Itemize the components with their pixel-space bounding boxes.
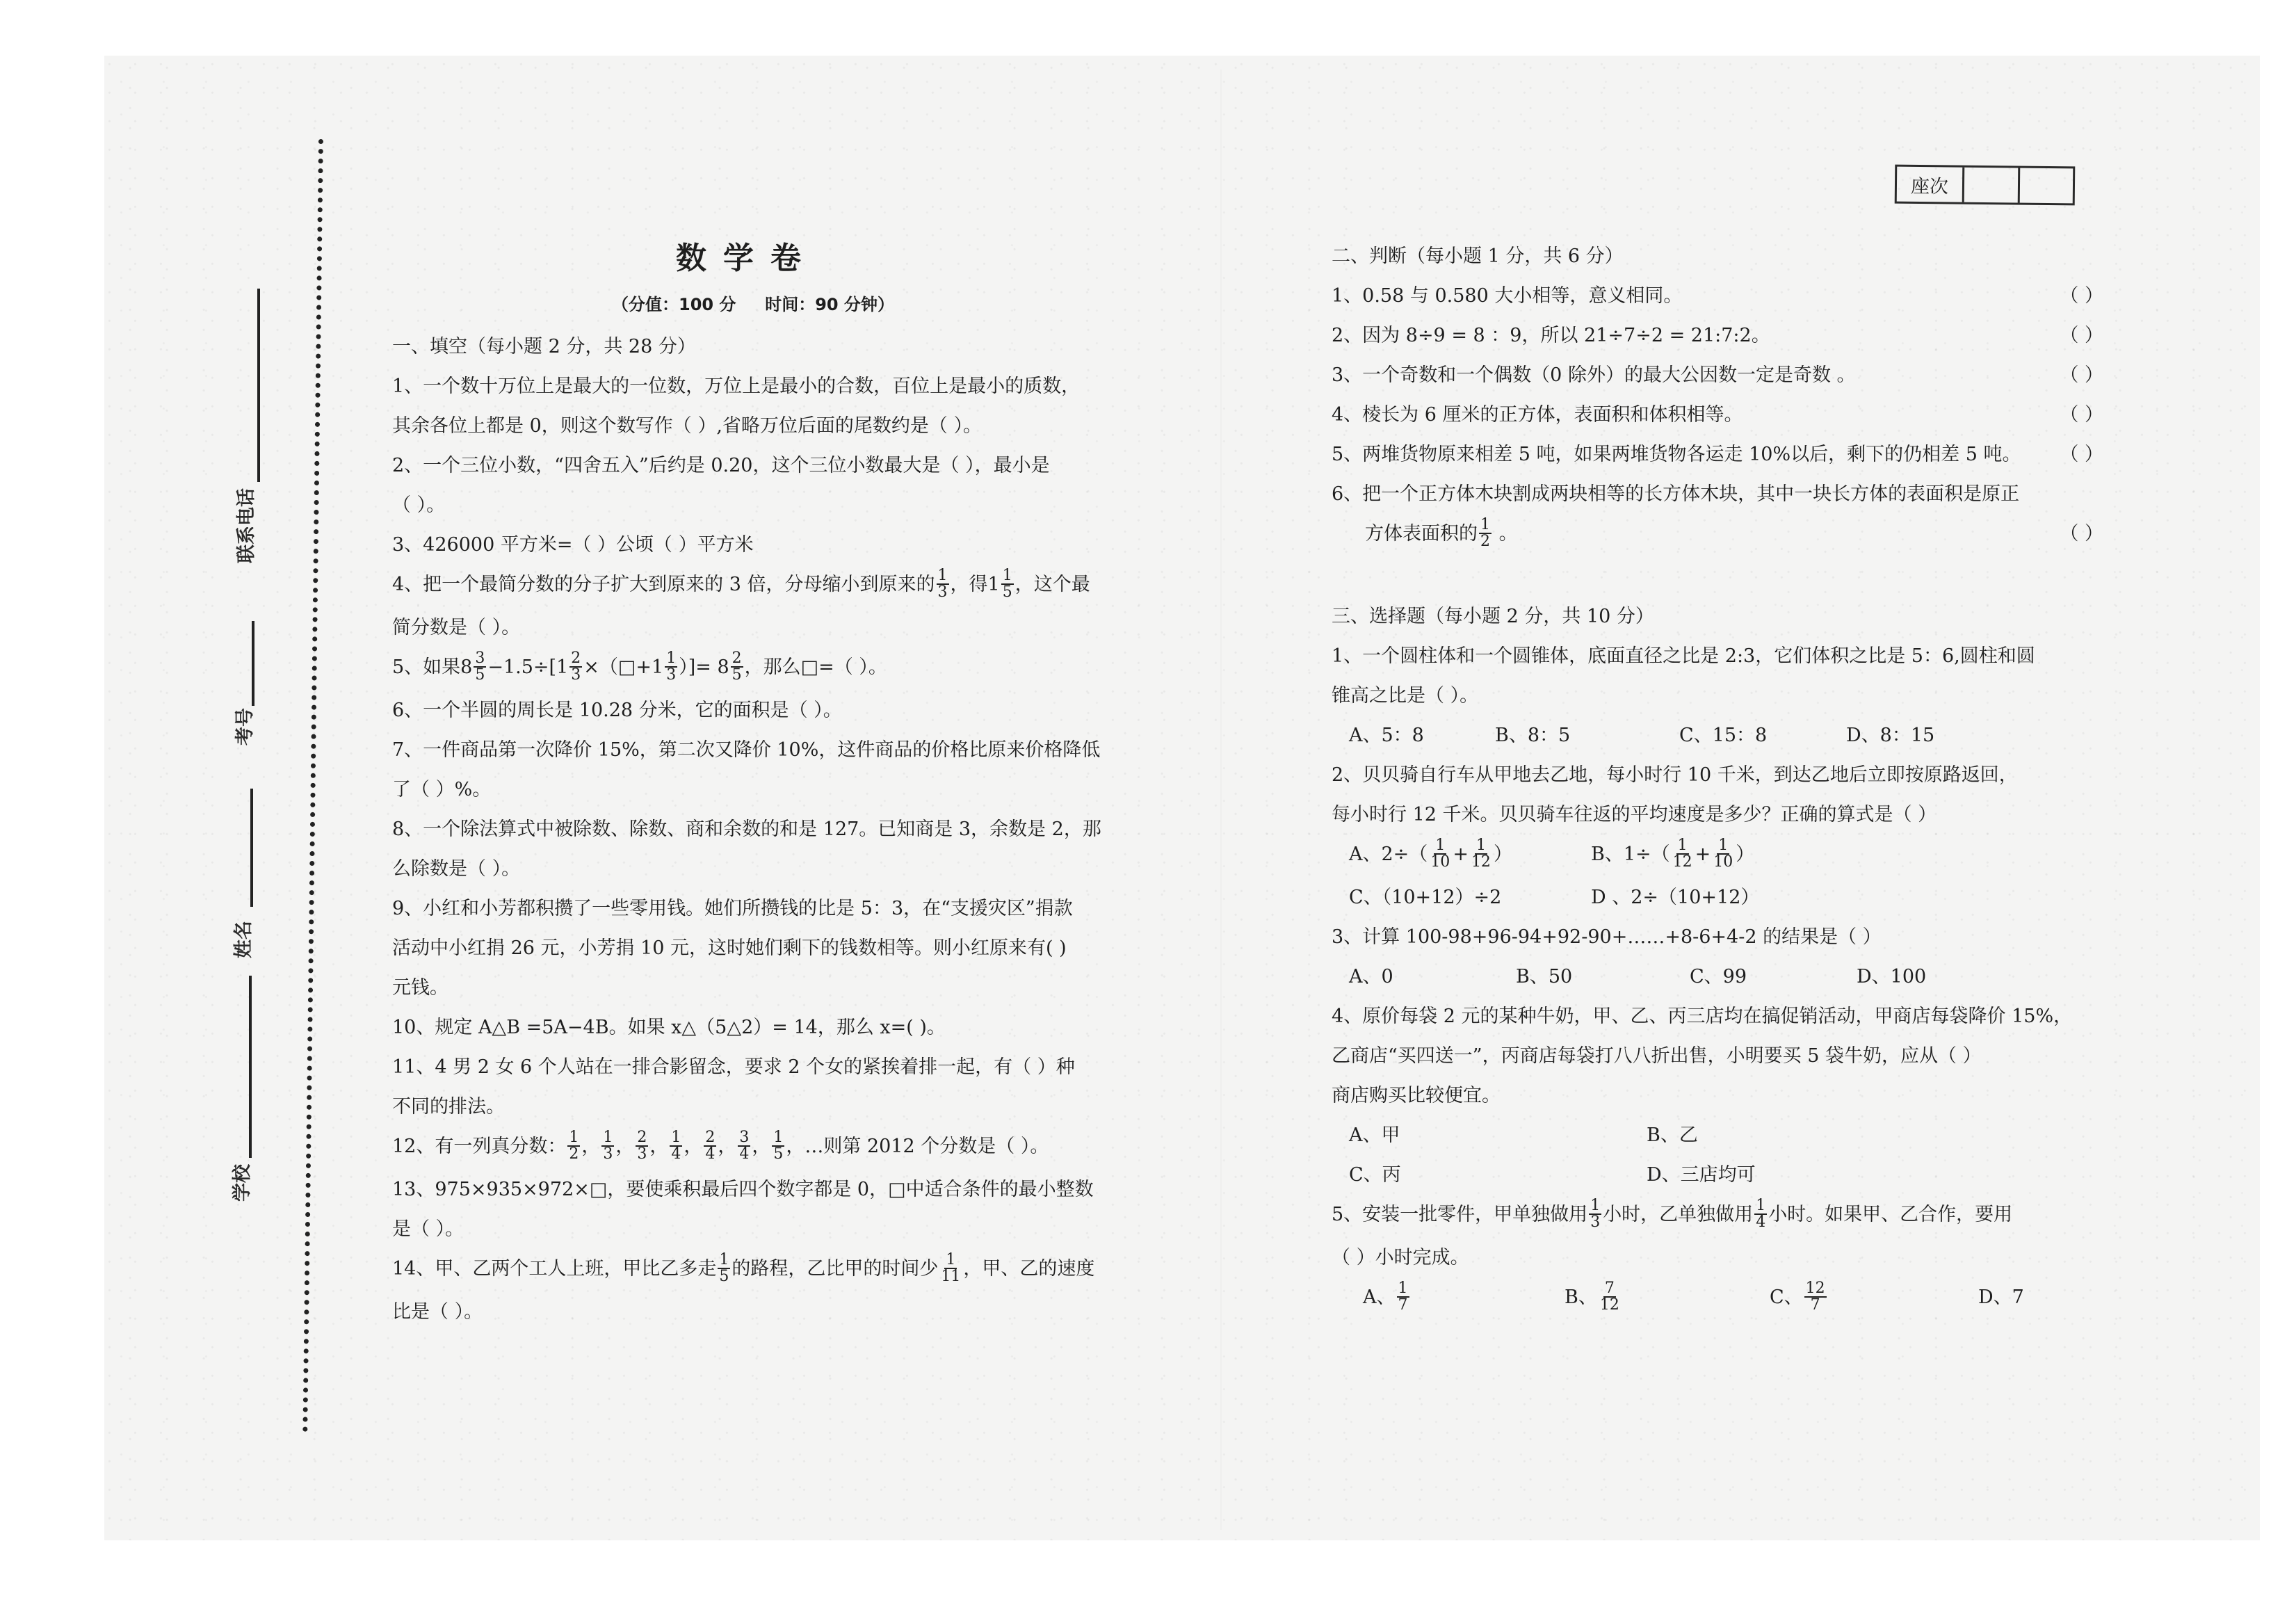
seat-blank-2[interactable] xyxy=(2020,168,2073,204)
name-label: 姓名 xyxy=(233,921,254,958)
q12-text: 12、有一列真分数： xyxy=(392,1136,567,1157)
judge-item-6-line-1: 6、把一个正方体木块割成两块相等的长方体木块，其中一块长方体的表面积是原正 xyxy=(1332,483,2020,505)
judge-text: 1、0.58 与 0.580 大小相等，意义相同。 xyxy=(1332,285,1683,307)
question-6: 6、一个半圆的周长是 10.28 分米，它的面积是（ ）。 xyxy=(392,700,842,721)
question-12 xyxy=(392,1127,1129,1170)
fraction: $\frac{1}{12}$ xyxy=(1672,836,1692,871)
question-14-line-1 xyxy=(392,1249,1129,1292)
page-title: 数学卷 xyxy=(676,241,818,276)
question-9-line-1: 9、小红和小芳都积攒了一些零用钱。她们所攒钱的比是 5：3，在“支援灾区”捐款 xyxy=(392,898,1073,919)
fraction: $\frac{1}{3}$ xyxy=(937,566,948,601)
judge-text: 5、两堆货物原来相差 5 吨，如果两堆货物各运走 10%以后，剩下的仍相差 5 吨。 xyxy=(1332,444,2021,465)
school-label: 学校 xyxy=(232,1164,253,1202)
option-c[interactable]: C、15：8 xyxy=(1679,725,1768,746)
fraction: $\frac{1}{3}$ xyxy=(603,1128,613,1163)
q4-text: ，这个最 xyxy=(1014,574,1090,595)
option-a[interactable]: A、0 xyxy=(1349,966,1393,987)
exam-number-label: 考号 xyxy=(234,708,256,745)
option-d[interactable]: D、7 xyxy=(1978,1287,2024,1308)
judge-text: 2、因为 8÷9 = 8 ：9，所以 21÷7÷2 = 21:7:2。 xyxy=(1332,325,1770,346)
fraction: $\frac{1}{4}$ xyxy=(1756,1196,1766,1231)
q5-text: 小时，乙单独做用 xyxy=(1603,1204,1754,1225)
seat-label: 座次 xyxy=(1897,167,1965,202)
question-13-line-1: 13、975×935×972×□，要使乘积最后四个数字都是 0，□中适合条件的最小整数 xyxy=(392,1179,1094,1200)
q5-text: −1.5÷[1 xyxy=(487,656,569,678)
fraction: $\frac{1}{11}$ xyxy=(941,1250,961,1285)
exam-number-blank-line xyxy=(252,621,254,706)
judge-answer-box[interactable]: （ ） xyxy=(2060,444,2103,465)
judge-text: 。 xyxy=(1493,523,1518,545)
question-14-line-2: 比是（ ）。 xyxy=(392,1301,483,1323)
spacer xyxy=(1332,557,2103,597)
q4-text: ，得1 xyxy=(950,574,1000,595)
section-right xyxy=(1332,236,2103,1321)
judge-answer-box[interactable]: （ ） xyxy=(2060,325,2103,346)
fraction: $\frac{1}{3}$ xyxy=(666,649,677,684)
q5-text: ）]= 8 xyxy=(679,656,729,678)
school-blank-line xyxy=(249,976,252,1158)
fraction: $\frac{2}{3}$ xyxy=(571,649,581,684)
question-8-line-2: 么除数是（ ）。 xyxy=(392,858,521,880)
fraction: $\frac{7}{12}$ xyxy=(1599,1279,1619,1314)
judge-text: 4、棱长为 6 厘米的正方体，表面积和体积相等。 xyxy=(1332,404,1743,426)
fraction: $\frac{3}{4}$ xyxy=(739,1128,750,1163)
q5-text: 5、安装一批零件，甲单独做用 xyxy=(1332,1204,1588,1225)
fraction: $\frac{1}{10}$ xyxy=(1430,836,1450,871)
question-1-line-2: 其余各位上都是 0，则这个数写作（ ）,省略万位后面的尾数约是（ ）。 xyxy=(392,415,983,437)
separator: ， xyxy=(581,1136,601,1157)
separator: ， xyxy=(684,1136,703,1157)
fraction: $\frac{1}{12}$ xyxy=(1471,836,1491,871)
judge-item-5 xyxy=(1332,435,2103,474)
option-d[interactable]: D、三店均可 xyxy=(1647,1164,1756,1186)
fraction: $\frac{1}{3}$ xyxy=(1590,1196,1601,1231)
section-choice-heading: 三、选择题（每小题 2 分，共 10 分） xyxy=(1332,606,1654,627)
question-2-line-2: （ ）。 xyxy=(392,494,446,516)
option-b[interactable]: B、1÷（ $\frac{1}{12}$ + $\frac{1}{10}$ ） xyxy=(1591,836,1755,871)
q4-text: 4、把一个最简分数的分子扩大到原来的 3 倍，分母缩小到原来的 xyxy=(392,574,935,595)
q14-text: ，甲、乙的速度 xyxy=(963,1258,1095,1280)
name-blank-line xyxy=(250,789,253,907)
option-c[interactable]: C、 $\frac{12}{7}$ xyxy=(1770,1279,1825,1314)
fraction: $\frac{3}{5}$ xyxy=(475,649,485,684)
seat-number-box xyxy=(1895,165,2076,206)
question-1-line-1: 1、一个数十万位上是最大的一位数，万位上是最小的合数，百位上是最小的质数， xyxy=(392,376,1081,397)
option-b[interactable]: B、 $\frac{7}{12}$ xyxy=(1565,1279,1619,1314)
option-d[interactable]: D、100 xyxy=(1857,966,1927,987)
judge-answer-box[interactable]: （ ） xyxy=(2060,285,2103,307)
judge-answer-box[interactable]: （ ） xyxy=(2060,364,2103,386)
fraction: $\frac{2}{4}$ xyxy=(705,1128,716,1163)
q5-text: ，那么□=（ ）。 xyxy=(744,656,887,678)
choice-4-line-3: 商店购买比较便宜。 xyxy=(1332,1085,1501,1106)
question-4-line-1 xyxy=(392,565,1129,608)
q14-text: 14、甲、乙两个工人上班，甲比乙多走 xyxy=(392,1258,717,1280)
choice-5-options xyxy=(1332,1277,2103,1321)
fraction: $\frac{1}{10}$ xyxy=(1713,836,1733,871)
choice-3-line-1: 3、计算 100-98+96-94+92-90+……+8-6+4-2 的结果是（ ） xyxy=(1332,926,1882,948)
option-c[interactable]: C、（10+12）÷2 xyxy=(1349,887,1502,908)
phone-label: 联系电话 xyxy=(236,488,257,563)
fraction: $\frac{2}{3}$ xyxy=(637,1128,647,1163)
question-7-line-1: 7、一件商品第一次降价 15%，第二次又降价 10%，这件商品的价格比原来价格降低 xyxy=(392,739,1101,761)
page-fold xyxy=(1220,70,1222,1530)
judge-item-4 xyxy=(1332,395,2103,435)
separator: ， xyxy=(752,1136,771,1157)
q5-text: 5、如果8 xyxy=(392,656,473,678)
fraction: $\frac{12}{7}$ xyxy=(1805,1279,1825,1314)
question-8-line-1: 8、一个除法算式中被除数、除数、商和余数的和是 127。已知商是 3，余数是 2，那 xyxy=(392,818,1101,840)
choice-2-options-ab xyxy=(1332,834,2103,878)
q5-text: 小时。如果甲、乙合作，要用 xyxy=(1768,1204,2013,1225)
fraction: $\frac{1}{5}$ xyxy=(1002,566,1012,601)
fraction: $\frac{1}{5}$ xyxy=(773,1128,784,1163)
fraction: $\frac{1}{2}$ xyxy=(569,1128,579,1163)
option-a[interactable]: A、5：8 xyxy=(1349,725,1424,746)
question-11-line-2: 不同的排法。 xyxy=(392,1096,505,1118)
option-d[interactable]: D、8：15 xyxy=(1846,725,1935,746)
option-b[interactable]: B、乙 xyxy=(1647,1124,1698,1146)
section-fill-blank xyxy=(392,327,1129,1332)
section-judge-heading: 二、判断（每小题 1 分，共 6 分） xyxy=(1332,245,1624,267)
fraction: $\frac{1}{4}$ xyxy=(671,1128,681,1163)
choice-4-line-2: 乙商店“买四送一”，丙商店每袋打八八折出售，小明要买 5 袋牛奶，应从（ ） xyxy=(1332,1045,1982,1067)
option-b[interactable]: B、50 xyxy=(1516,966,1573,987)
fraction: $\frac{2}{5}$ xyxy=(731,649,742,684)
choice-4-line-1: 4、原价每袋 2 元的某种牛奶，甲、乙、丙三店均在搞促销活动，甲商店每袋降价 15%， xyxy=(1332,1006,2073,1027)
judge-item-6-line-2 xyxy=(1332,514,2103,557)
choice-1-line-1: 1、一个圆柱体和一个圆锥体，底面直径之比是 2:3，它们体积之比是 5：6,圆柱和圆 xyxy=(1332,645,2035,667)
question-2-line-1: 2、一个三位小数，“四舍五入”后约是 0.20，这个三位小数最大是（ ），最小是 xyxy=(392,455,1050,476)
choice-1-line-2: 锥高之比是（ ）。 xyxy=(1332,685,1479,707)
question-3: 3、426000 平方米=（ ）公顷（ ）平方米 xyxy=(392,534,754,556)
fraction: $\frac{1}{2}$ xyxy=(1480,515,1490,550)
question-9-line-3: 元钱。 xyxy=(392,977,448,999)
judge-item-3 xyxy=(1332,355,2103,395)
separator: ， xyxy=(718,1136,737,1157)
section-heading: 一、填空（每小题 2 分，共 28 分） xyxy=(392,336,696,357)
judge-text: 方体表面积的 xyxy=(1365,523,1478,545)
choice-2-options-cd xyxy=(1332,878,2103,917)
choice-5-line-1 xyxy=(1332,1195,2103,1238)
question-7-line-2: 了（ ）%。 xyxy=(392,779,492,800)
option-a[interactable]: A、甲 xyxy=(1349,1124,1400,1146)
choice-2-line-1: 2、贝贝骑自行车从甲地去乙地，每小时行 10 千米，到达乙地后立即按原路返回， xyxy=(1332,764,2018,786)
seat-blank-1[interactable] xyxy=(1964,168,2021,203)
choice-4-options-cd xyxy=(1332,1155,2103,1195)
separator: ， xyxy=(649,1136,669,1157)
phone-blank-line xyxy=(257,289,260,482)
option-a[interactable]: A、 $\frac{1}{7}$ xyxy=(1363,1279,1408,1314)
choice-5-line-2: （ ）小时完成。 xyxy=(1332,1247,1469,1268)
choice-4-options-ab xyxy=(1332,1115,2103,1155)
judge-item-2 xyxy=(1332,316,2103,355)
question-10: 10、规定 A△B =5A−4B。如果 x△（5△2）= 14，那么 x=( )。 xyxy=(392,1017,946,1038)
question-11-line-1: 11、4 男 2 女 6 个人站在一排合影留念，要求 2 个女的紧挨着排一起，有（ ）种 xyxy=(392,1056,1075,1078)
judge-text: 3、一个奇数和一个偶数（0 除外）的最大公因数一定是奇数 。 xyxy=(1332,364,1856,386)
choice-1-options xyxy=(1332,716,2103,755)
fraction: $\frac{1}{7}$ xyxy=(1398,1279,1408,1314)
question-4-line-2: 简分数是（ ）。 xyxy=(392,617,521,638)
separator: ， xyxy=(786,1136,805,1157)
question-9-line-2: 活动中小红捐 26 元，小芳捐 10 元，这时她们剩下的钱数相等。则小红原来有( ) xyxy=(392,937,1067,959)
option-c[interactable]: C、丙 xyxy=(1349,1164,1401,1186)
judge-answer-box[interactable]: （ ） xyxy=(2060,404,2103,426)
q12-text: …则第 2012 个分数是（ ）。 xyxy=(805,1136,1049,1157)
question-5 xyxy=(392,647,1129,691)
separator: ， xyxy=(615,1136,635,1157)
choice-2-line-2: 每小时行 12 千米。贝贝骑车往返的平均速度是多少？正确的算式是（ ） xyxy=(1332,804,1937,825)
judge-answer-box[interactable]: （ ） xyxy=(2060,523,2103,545)
page-subtitle: （分值：100 分 时间：90 分钟） xyxy=(612,295,894,314)
q5-text: ×（□+1 xyxy=(583,656,664,678)
fraction-sequence xyxy=(566,1128,805,1163)
fraction: $\frac{1}{5}$ xyxy=(719,1250,729,1285)
option-a[interactable]: A、2÷（ $\frac{1}{10}$ + $\frac{1}{12}$ ） xyxy=(1349,836,1512,871)
judge-item-1 xyxy=(1332,276,2103,316)
option-b[interactable]: B、8：5 xyxy=(1495,725,1571,746)
choice-3-options xyxy=(1332,957,2103,997)
option-c[interactable]: C、99 xyxy=(1690,966,1747,987)
question-13-line-2: 是（ ）。 xyxy=(392,1218,464,1240)
q14-text: 的路程，乙比甲的时间少 xyxy=(731,1258,939,1280)
option-d[interactable]: D 、2÷（10+12） xyxy=(1591,887,1760,908)
